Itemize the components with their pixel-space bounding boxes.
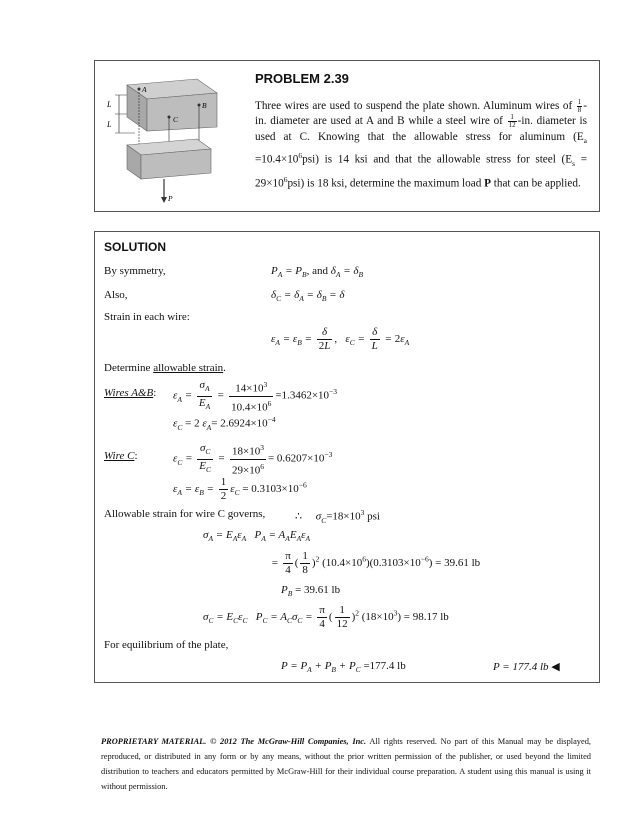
problem-title: PROBLEM 2.39 xyxy=(255,71,349,86)
fraction-one-eighth: $\frac{1}{8}$ xyxy=(577,98,582,114)
symmetry-equation: $P_A = P_B$, and $\delta_A = \delta_B$ xyxy=(271,265,364,280)
sigma-c-equation: ∴ $\sigma_C=18\times 10^3$ psi xyxy=(295,508,380,525)
pb-equation: $P_B = 39.61$ lb xyxy=(281,584,341,599)
by-symmetry-label: By symmetry, xyxy=(104,265,166,277)
solution-title: SOLUTION xyxy=(104,240,166,254)
strain-c1-equation: $\varepsilon_C = 2$ $\varepsilon_A= 2.6924\times 10^{-4}$ xyxy=(173,415,276,432)
wires-ab-label: Wires A&B: xyxy=(104,387,157,399)
fraction-one-twelfth: $\frac{1}{12}$ xyxy=(508,113,516,130)
dim-label-1: L xyxy=(107,100,112,109)
strain-label: Strain in each wire: xyxy=(104,311,190,323)
problem-statement: Three wires are used to suspend the plate shown. Aluminum wires of $\frac{1}{8}$ -in. diameter are used at A and B while a steel wire of $\frac{1}{12}$ -in. diameter is used at C. Knowing that the allowable stress for aluminum $(E_a =10.4\times 10^6psi)$ is 14 ksi and that the allowable stress for steel $(E_s = 29\times 10^6psi)$ is 18 ksi, determine the maximum load P that can be applied. xyxy=(255,98,587,190)
equilibrium-label: For equilibrium of the plate, xyxy=(104,639,229,651)
determine-label: Determine allowable strain. xyxy=(104,362,226,374)
copyright-footer: PROPRIETARY MATERIAL. © 2012 The McGraw-Hill Companies, Inc. All rights reserved. No part of this Manual may be displayed, reproduced, or distributed in any form or by any means, without the prior written permission of the publisher, or used beyond the limited distribution to teachers and educators permitted by McGraw-Hill for their individual course preparation. A student using this manual is using it without permission. xyxy=(101,737,591,791)
strain-ab2-equation: $\varepsilon_A = \varepsilon_B$ = $\frac{1}{2}$ $\varepsilon_C = 0.3103\times 10^{-6}$ xyxy=(173,476,307,502)
pc-equation: $\sigma_C = E_C\varepsilon_C$ $P_C = A_C\sigma_C$ = $\frac{\pi}{4}$ ( $\frac{1}{12}$ )$^2$ $(18\times 10^3) = 98.17$ lb xyxy=(203,604,449,630)
wire-c-label: Wire C: xyxy=(104,450,138,462)
problem-box xyxy=(94,60,600,212)
sigma-a-equation: $\sigma_A = E_A\varepsilon_A$ $P_A = A_AE_A\varepsilon_A$ xyxy=(203,529,311,544)
label-c: C xyxy=(173,115,179,124)
answer-arrow-icon: ◀ xyxy=(551,661,560,673)
solution-box xyxy=(94,231,600,683)
allowable-text: Allowable strain for wire C governs, xyxy=(104,508,266,520)
label-p: P xyxy=(168,194,173,203)
delta-equation: $\delta_C = \delta_A = \delta_B = \delta$ xyxy=(271,289,345,304)
strain-c-equation: $\varepsilon_C$ = $\frac{\sigma_C}{E_C}$ = $\frac{18\times 10^3}{29\times 10^6}$ = $0.6207\times 10^{-3}$ xyxy=(173,442,333,477)
also-label: Also, xyxy=(104,289,128,301)
pa-equation: = $\frac{\pi}{4}$ ( $\frac{1}{8}$ )$^2$ $(10.4\times 10^6)(0.3103\times 10^{-6}) = 39.61$ lb xyxy=(271,550,481,576)
dim-label-2: L xyxy=(107,120,112,129)
total-load-equation: $P = P_A + P_B + P_C =177.4$ lb xyxy=(281,660,406,675)
final-answer: P = 177.4 lb ◀ xyxy=(493,661,560,673)
strain-ab-equation: $\varepsilon_A$ = $\frac{\sigma_A}{E_A}$ = $\frac{14\times 10^3}{10.4\times 10^6}$ $=1.3462\times 10^{-3}$ xyxy=(173,379,338,414)
plate-figure xyxy=(101,73,241,208)
label-a: A xyxy=(142,85,147,94)
label-b: B xyxy=(202,101,207,110)
strain-equation: $\varepsilon_A = \varepsilon_B$ = $\frac{\delta}{2L}$ , $\varepsilon_C$ = $\frac{\delta}{L}$ = $2\varepsilon_A$ xyxy=(271,326,410,352)
